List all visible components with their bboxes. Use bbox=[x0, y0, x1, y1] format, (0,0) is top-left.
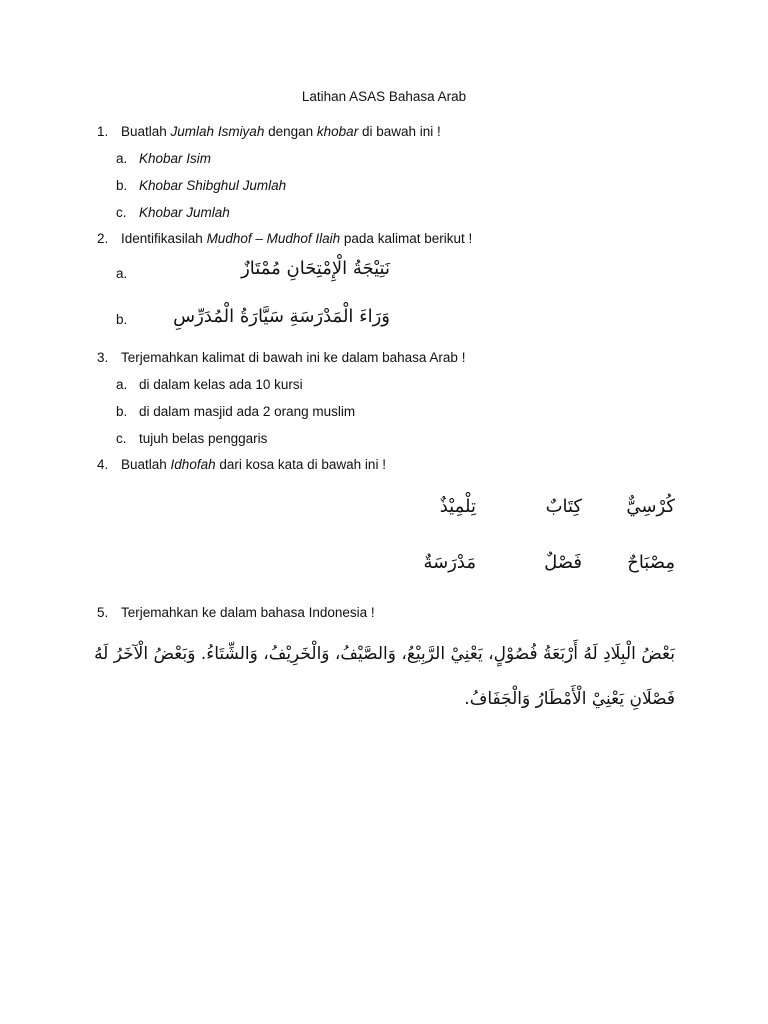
q4-word: كُرْسِيٌّ bbox=[626, 496, 675, 517]
q3b-label: b. bbox=[116, 404, 128, 419]
q2b-arabic: وَرَاءَ الْمَدْرَسَةِ سَيَّارَةُ الْمُدَرِّسِ bbox=[173, 306, 390, 327]
q4-word: مَدْرَسَةٌ bbox=[423, 552, 476, 573]
q3-text: Terjemahkan kalimat di bawah ini ke dalam bahasa Arab ! bbox=[121, 350, 466, 365]
q4-text-b: Idhofah bbox=[170, 457, 216, 472]
q2-text-c: pada kalimat berikut ! bbox=[340, 231, 473, 246]
q4-word: كِتَابٌ bbox=[545, 496, 582, 517]
q1c-text: Khobar Jumlah bbox=[139, 205, 230, 220]
q3-number: 3. bbox=[97, 350, 109, 365]
q5-arabic-line1: بَعْضُ الْبِلَادِ لَهُ أَرْبَعَةُ فُصُوْلٍ، يَعْنِيْ الرَّبِيْعُ، وَالصَّيْفُ، وَالْخَرِيْفُ، وَالشِّتَاءُ. وَبَعْضُ الْآخَرُ لَهُ bbox=[94, 644, 675, 664]
q2a-label: a. bbox=[116, 266, 128, 281]
q1a-text: Khobar Isim bbox=[139, 151, 212, 166]
q1b-text: Khobar Shibghul Jumlah bbox=[139, 178, 287, 193]
q1-number: 1. bbox=[97, 124, 109, 139]
q1-text-d: khobar bbox=[316, 124, 359, 139]
q4-text bbox=[121, 457, 386, 472]
q2-text-a: Identifikasilah bbox=[121, 231, 207, 246]
page-title: Latihan ASAS Bahasa Arab bbox=[301, 89, 467, 104]
q2-text-b: Mudhof – Mudhof Ilaih bbox=[206, 231, 341, 246]
q1-text-c: dengan bbox=[264, 124, 317, 139]
q1c-label: c. bbox=[116, 205, 127, 220]
q3c-label: c. bbox=[116, 431, 127, 446]
q1a-label: a. bbox=[116, 151, 128, 166]
q5-number: 5. bbox=[97, 605, 109, 620]
q1-text-a: Buatlah bbox=[121, 124, 171, 139]
q2a-arabic: نَتِيْجَةُ الْإِمْتِحَانِ مُمْتَازٌ bbox=[241, 258, 390, 279]
q1b-label: b. bbox=[116, 178, 128, 193]
q3b-text: di dalam masjid ada 2 orang muslim bbox=[139, 404, 356, 419]
q1-text bbox=[121, 124, 441, 139]
q4-text-c: dari kosa kata di bawah ini ! bbox=[215, 457, 386, 472]
q3a-text: di dalam kelas ada 10 kursi bbox=[139, 377, 303, 392]
q1-text-e: di bawah ini ! bbox=[358, 124, 441, 139]
q2-text bbox=[121, 231, 472, 246]
q4-word: تِلْمِيْذٌ bbox=[439, 496, 476, 517]
q5-text: Terjemahkan ke dalam bahasa Indonesia ! bbox=[121, 605, 375, 620]
q1-text-b: Jumlah Ismiyah bbox=[170, 124, 265, 139]
q2-number: 2. bbox=[97, 231, 109, 246]
q4-text-a: Buatlah bbox=[121, 457, 171, 472]
q4-word: فَصْلٌ bbox=[544, 552, 582, 573]
q5-arabic-line2: فَصْلَانِ يَعْنِيْ الْأَمْطَارُ وَالْجَفَافُ. bbox=[464, 689, 675, 709]
q4-number: 4. bbox=[97, 457, 109, 472]
q3a-label: a. bbox=[116, 377, 128, 392]
q4-word: مِصْبَاحٌ bbox=[627, 552, 675, 573]
q3c-text: tujuh belas penggaris bbox=[139, 431, 268, 446]
q2b-label: b. bbox=[116, 312, 128, 327]
